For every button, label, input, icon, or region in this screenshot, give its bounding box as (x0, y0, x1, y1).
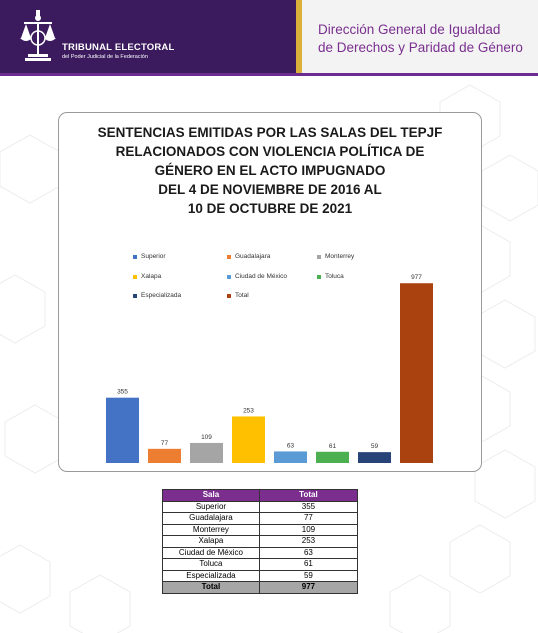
bar-value-label: 63 (286, 442, 295, 450)
table-cell-total: 63 (259, 547, 357, 559)
table-cell-total: 109 (259, 524, 357, 536)
table-cell-total: 355 (259, 501, 357, 513)
tribunal-emblem-icon (18, 8, 58, 64)
legend-label: Ciudad de México (235, 273, 288, 280)
bar-toluca (316, 452, 349, 463)
bar-value-label: 77 (160, 439, 169, 447)
bar-superior (106, 398, 139, 463)
table-total-row (163, 582, 358, 594)
header-divider (0, 73, 538, 76)
chart-title-line: 10 DE OCTUBRE DE 2021 (187, 201, 353, 216)
table-header-sala: Sala (163, 490, 260, 502)
bar-value-label: 61 (328, 442, 337, 450)
chart-title-line: SENTENCIAS EMITIDAS POR LAS SALAS DEL TEPJF (97, 125, 443, 140)
table-total-value: 977 (259, 582, 357, 594)
legend-label: Guadalajara (235, 253, 271, 260)
legend-label: Especializada (141, 292, 182, 299)
table-cell-total: 61 (259, 559, 357, 571)
table-cell-sala: Toluca (163, 559, 260, 571)
chart-title-line: GÉNERO EN EL ACTO IMPUGNADO (154, 163, 386, 178)
table-cell-sala: Monterrey (163, 524, 260, 536)
legend-label: Monterrey (325, 253, 355, 260)
bar-value-label: 253 (243, 407, 254, 415)
bar-value-label: 977 (411, 274, 422, 282)
org-title: TRIBUNAL ELECTORAL (62, 42, 175, 53)
department-name-line1: Dirección General de Igualdad (318, 22, 501, 37)
table-cell-sala: Ciudad de México (163, 547, 260, 559)
department-name-line2: de Derechos y Paridad de Género (318, 40, 523, 55)
chart-title-line: RELACIONADOS CON VIOLENCIA POLÍTICA DE (115, 144, 425, 159)
org-subtitle: del Poder Judicial de la Federación (62, 54, 148, 60)
table-row (163, 524, 358, 536)
legend-label: Superior (141, 253, 166, 260)
sala-totals-table (162, 489, 358, 594)
table-row (163, 559, 358, 571)
table-header-total: Total (259, 490, 357, 502)
legend-label: Total (235, 292, 249, 299)
table-total-label: Total (163, 582, 260, 594)
table-cell-total: 59 (259, 570, 357, 582)
chart-card (58, 112, 482, 472)
bar-ciudad-de-méxico (274, 451, 307, 463)
bar-especializada (358, 452, 391, 463)
table-cell-sala: Superior (163, 501, 260, 513)
legend-label: Toluca (325, 273, 344, 280)
table-cell-sala: Especializada (163, 570, 260, 582)
bar-xalapa (232, 416, 265, 463)
table-row (163, 536, 358, 548)
table-row (163, 570, 358, 582)
table-row (163, 547, 358, 559)
table-header-row (163, 490, 358, 502)
chart-title-line: DEL 4 DE NOVIEMBRE DE 2016 AL (158, 182, 382, 197)
legend-label: Xalapa (141, 273, 162, 280)
header-brand-panel (0, 0, 296, 73)
bar-total (400, 283, 433, 463)
table-cell-total: 253 (259, 536, 357, 548)
bar-guadalajara (148, 449, 181, 463)
bar-chart-plot (59, 113, 481, 471)
header-gold-accent (296, 0, 302, 73)
table-cell-sala: Xalapa (163, 536, 260, 548)
bar-value-label: 355 (117, 388, 128, 396)
table-cell-sala: Guadalajara (163, 513, 260, 525)
table-row (163, 513, 358, 525)
bar-value-label: 109 (201, 433, 212, 441)
page-header (0, 0, 538, 73)
table-row (163, 501, 358, 513)
bar-monterrey (190, 443, 223, 463)
table-cell-total: 77 (259, 513, 357, 525)
bar-value-label: 59 (370, 443, 379, 451)
